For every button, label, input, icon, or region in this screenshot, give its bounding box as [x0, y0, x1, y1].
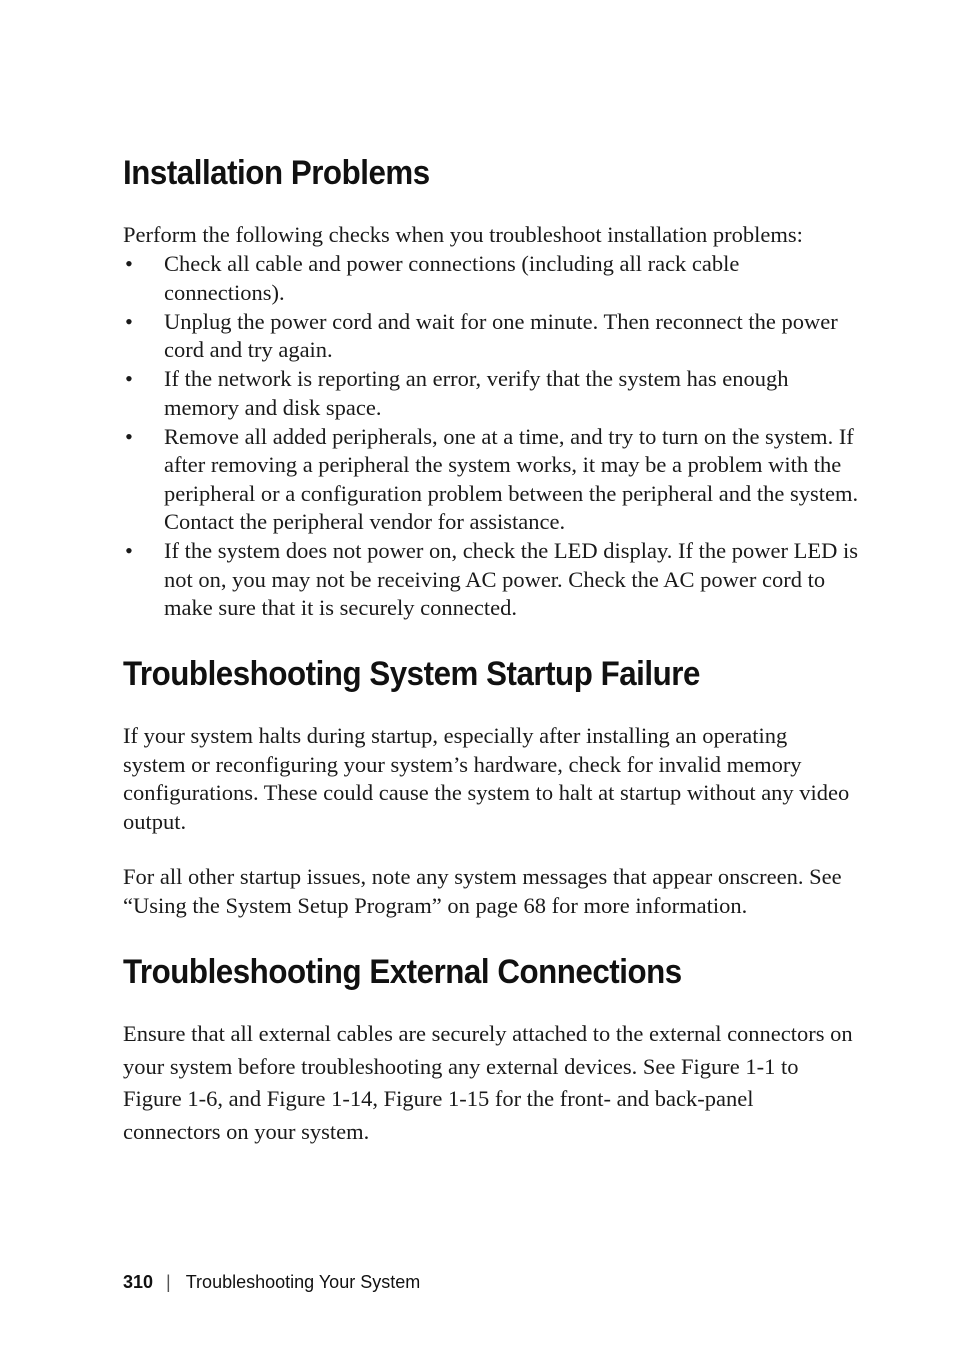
bullet-icon: • — [125, 366, 133, 391]
startup-paragraph-2: For all other startup issues, note any system messages that appear onscreen. See “Using the System Setup Program” on page 68 for more information. — [123, 864, 842, 918]
external-connections-paragraph: Ensure that all external cables are securely attached to the external connectors on your system before troubleshooting any external devices. See Figure 1-1 to Figure 1-6, and Figure 1-14, Figure 1-15 for the front- and back-panel connectors on your system. — [123, 1021, 853, 1144]
list-item-text: Unplug the power cord and wait for one minute. Then reconnect the power cord and try again. — [164, 308, 838, 362]
list-item — [123, 537, 863, 623]
chapter-title: Troubleshooting Your System — [185, 1272, 421, 1292]
heading-installation-problems: Installation Problems — [123, 154, 430, 192]
installation-checklist — [123, 250, 863, 623]
page-number: 310 — [123, 1272, 154, 1292]
list-item-text: If the network is reporting an error, verify that the system has enough memory and disk space. — [164, 366, 789, 420]
bullet-icon: • — [125, 251, 133, 276]
installation-intro: Perform the following checks when you troubleshoot installation problems: — [123, 222, 803, 247]
startup-paragraph-1: If your system halts during startup, especially after installing an operating system or reconfiguring your system’s hardware, check for invalid memory configurations. These could cause the system to halt at startup without any video output. — [123, 723, 850, 834]
heading-startup-failure: Troubleshooting System Startup Failure — [123, 655, 700, 693]
bullet-icon: • — [125, 423, 133, 449]
list-item — [123, 365, 863, 422]
list-item — [123, 308, 863, 365]
footer-separator: | — [166, 1272, 171, 1292]
bullet-icon: • — [125, 538, 133, 563]
list-item — [123, 250, 863, 307]
list-item-text: Check all cable and power connections (including all rack cable connections). — [164, 251, 740, 305]
heading-external-connections: Troubleshooting External Connections — [123, 953, 682, 991]
list-item-text: Remove all added peripherals, one at a time, and try to turn on the system. If after removing a peripheral the system works, it may be a problem with the peripheral or a configuration problem between the peripheral and the system. Contact the peripheral vendor for assistance. — [164, 423, 859, 534]
page-footer — [123, 1272, 420, 1293]
list-item-text: If the system does not power on, check the LED display. If the power LED is not on, you may not be receiving AC power. Check the AC power cord to make sure that it is securely connected. — [164, 538, 858, 620]
bullet-icon: • — [125, 308, 133, 334]
list-item — [123, 423, 863, 537]
